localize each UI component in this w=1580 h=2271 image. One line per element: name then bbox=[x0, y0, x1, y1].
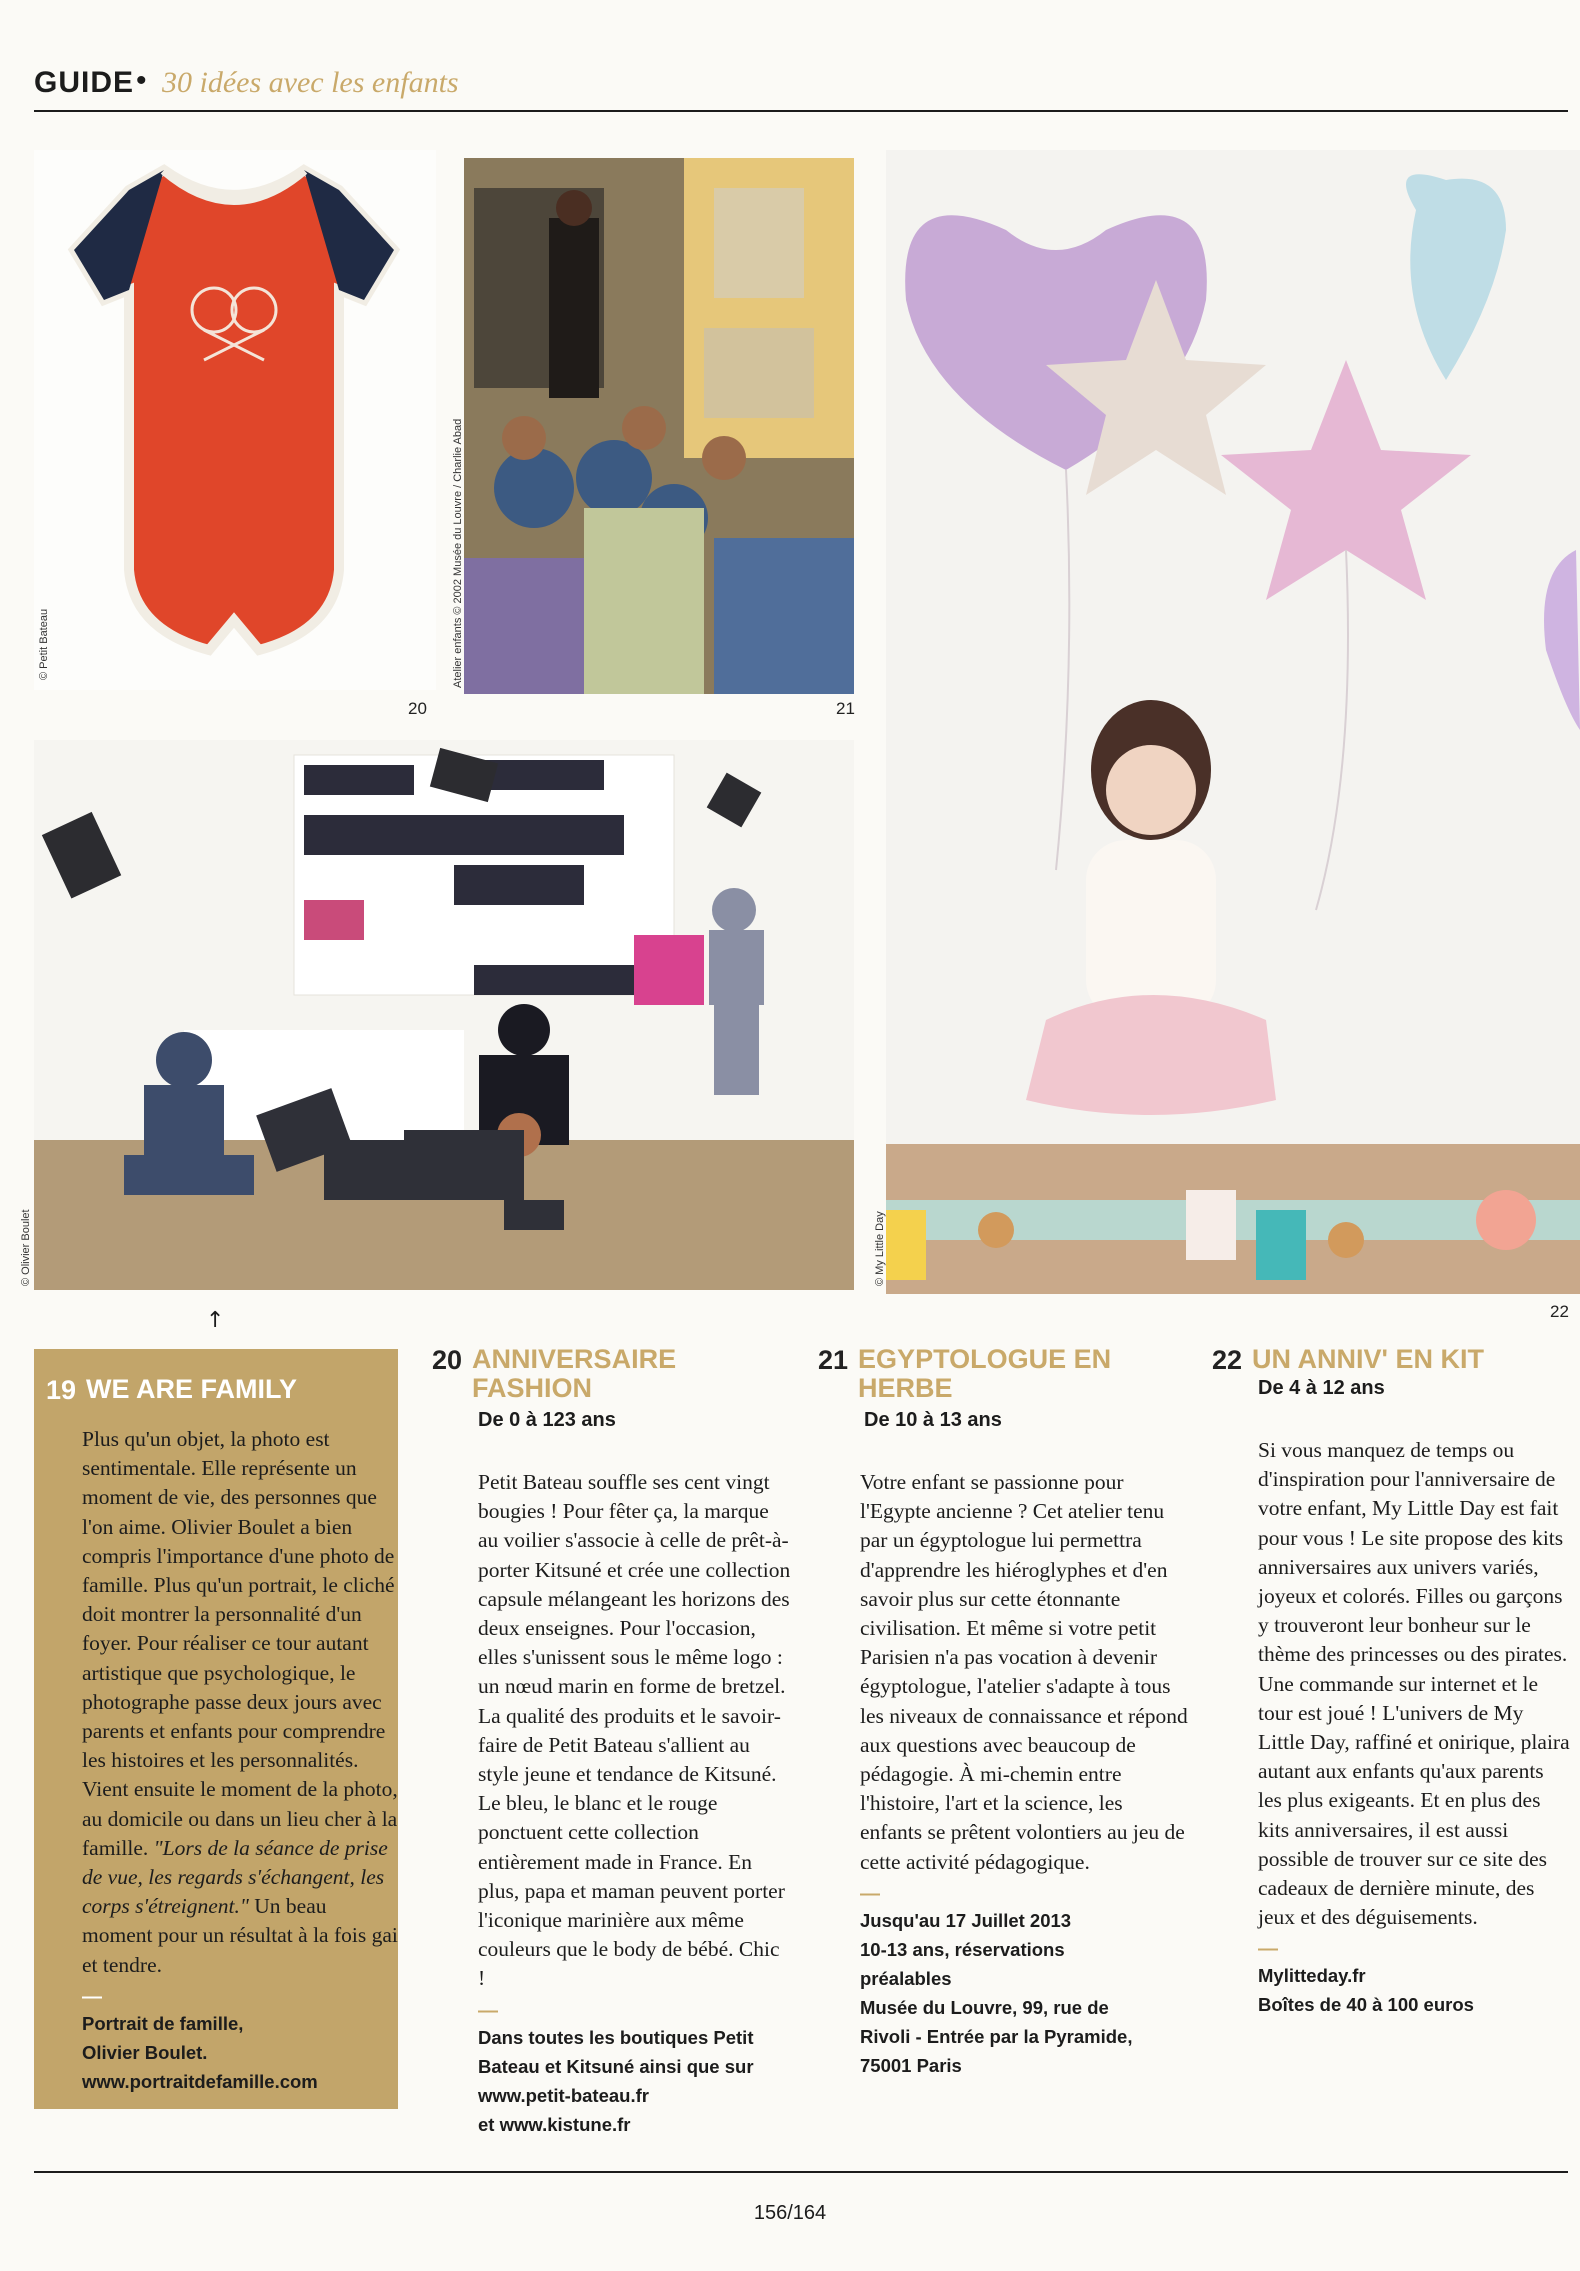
section-label: GUIDE bbox=[34, 66, 135, 99]
item-number: 22 bbox=[1212, 1345, 1243, 1375]
foot-line: Bateau et Kitsuné ainsi que sur bbox=[478, 2055, 754, 2077]
item-19-quote: "Lors de la séance de prise de vue, les regards s'échangent, les corps s'étreignent." bbox=[82, 1835, 388, 1919]
photo-credit-22: © My Little Day bbox=[874, 1211, 886, 1286]
foot-line: Olivier Boulet. bbox=[82, 2041, 208, 2063]
website-link[interactable]: www.petit-bateau.fr bbox=[478, 2084, 649, 2106]
item-number: 19 bbox=[46, 1375, 77, 1405]
photo-party-kit bbox=[886, 150, 1580, 1294]
foot-line: 10-13 ans, réservations bbox=[860, 1938, 1065, 1960]
item-age: De 4 à 12 ans bbox=[1258, 1377, 1385, 1399]
item-22-header bbox=[1212, 1345, 1570, 1375]
item-19-text bbox=[82, 1425, 402, 1980]
section-subtitle: 30 idées avec les enfants bbox=[162, 66, 459, 99]
item-19-header bbox=[46, 1375, 402, 1405]
item-21-dash: — bbox=[860, 1882, 880, 1905]
item-21-footer bbox=[818, 1906, 1188, 2080]
photo-credit-21: Atelier enfants © 2002 Musée du Louvre / Charlie Abad bbox=[452, 418, 464, 688]
item-20-header bbox=[432, 1345, 792, 1403]
item-19-dash: — bbox=[82, 1985, 102, 2008]
photo-number-22: 22 bbox=[1550, 1302, 1569, 1321]
foot-line: Musée du Louvre, 99, rue de bbox=[860, 1996, 1109, 2018]
item-22-body: Si vous manquez de temps ou d'inspiration pour l'anniversaire de votre enfant, My Little Day est fait pour vous ! Le site propose des kits anniversaires aux univers variés, joyeux et colorés. Filles ou garçons y trouveront leur bonheur sur le thème des princesses ou des pirates. Une commande sur internet et le tour est joué ! L'univers de My Little Day, raffiné et onirique, plaira autant aux enfants qu'aux parents les plus exigeants. Et en plus des kits anniversaires, il est aussi possible de trouver sur ce site des cadeaux de dernière minute, des jeux et des déguisements. bbox=[1258, 1438, 1570, 1930]
item-19-content bbox=[46, 1374, 402, 2096]
photo-number-21: 21 bbox=[836, 699, 855, 718]
onesie-illustration bbox=[34, 150, 436, 690]
photo-museum-workshop bbox=[464, 158, 854, 694]
website-link[interactable]: www.portraitdefamille.com bbox=[82, 2070, 318, 2092]
item-title: ANNIVERSAIRE FASHION bbox=[472, 1344, 677, 1403]
item-20-footer bbox=[432, 2023, 792, 2139]
item-22-footer bbox=[1212, 1961, 1570, 2019]
item-19-body: Plus qu'un objet, la photo est sentimentale. Elle représente un moment de vie, des personnes que l'on aime. Olivier Boulet a bien compris l'importance d'une photo de famille. Plus qu'un portrait, le cliché doit montrer la personnalité d'un foyer. Pour réaliser ce tour autant artistique que psychologique, le photographe passe deux jours avec parents et enfants pour comprendre les histoires et les personnalités. Vient ensuite le moment de la photo, au domicile ou dans un lieu cher à la famille. bbox=[82, 1427, 398, 1860]
page-header bbox=[34, 58, 1564, 110]
footer-rule bbox=[34, 2171, 1568, 2173]
arrow-up-icon: ↑ bbox=[206, 1308, 225, 1333]
photo-onesie bbox=[34, 150, 436, 690]
item-title: EGYPTOLOGUE EN HERBE bbox=[858, 1344, 1112, 1403]
item-20 bbox=[432, 1345, 792, 2139]
photo-family-books bbox=[34, 740, 854, 1290]
header-separator: • bbox=[136, 64, 147, 97]
foot-line: Boîtes de 40 à 100 euros bbox=[1258, 1994, 1474, 2016]
item-19-footer bbox=[82, 2009, 402, 2096]
item-title: WE ARE FAMILY bbox=[86, 1374, 298, 1404]
family-illustration bbox=[34, 740, 854, 1290]
foot-line: Dans toutes les boutiques Petit bbox=[478, 2026, 754, 2048]
item-age: De 0 à 123 ans bbox=[478, 1409, 616, 1431]
party-illustration bbox=[886, 150, 1580, 1294]
item-number: 20 bbox=[432, 1345, 463, 1375]
website-link[interactable]: et www.kistune.fr bbox=[478, 2113, 631, 2135]
foot-line: Jusqu'au 17 Juillet 2013 bbox=[860, 1909, 1072, 1931]
item-22 bbox=[1212, 1345, 1570, 2019]
photo-credit-19: © Olivier Boulet bbox=[20, 1209, 32, 1286]
item-20-body: Petit Bateau souffle ses cent vingt bougies ! Pour fêter ça, la marque au voilier s'associe à celle de prêt-à-porter Kitsuné et crée une collection capsule mélangeant les horizons des deux enseignes. Pour l'occasion, elles s'unissent sous le même logo : un nœud marin en forme de bretzel. La qualité des produits et le savoir-faire de Petit Bateau s'allient au style jeune et tendance de Kitsuné. Le bleu, le blanc et le rouge ponctuent cette collection entièrement made in France. En plus, papa et maman peuvent porter l'iconique marinière aux même couleurs que le body de bébé. Chic ! bbox=[478, 1470, 791, 1991]
item-21 bbox=[818, 1345, 1188, 2080]
photo-number-20: 20 bbox=[408, 699, 427, 718]
foot-line: Portrait de famille, bbox=[82, 2012, 244, 2034]
item-22-dash: — bbox=[1258, 1938, 1278, 1961]
header-rule bbox=[34, 110, 1568, 112]
foot-line: 75001 Paris bbox=[860, 2054, 962, 2076]
item-21-header bbox=[818, 1345, 1188, 1403]
item-20-dash: — bbox=[478, 1999, 498, 2022]
item-number: 21 bbox=[818, 1345, 849, 1375]
item-21-body: Votre enfant se passionne pour l'Egypte ancienne ? Cet atelier tenu par un égyptologue lui permettra d'apprendre les hiéroglyphes et d'en savoir plus sur cette étonnante civilisation. Et même si votre petit Parisien n'a pas vocation à devenir égyptologue, l'atelier s'adapte à tous les niveaux de connaissance et répond aux questions avec beaucoup de pédagogie. À mi-chemin entre l'histoire, l'art et la science, les enfants se prêtent volontiers au jeu de cette activité pédagogique. bbox=[860, 1470, 1188, 1874]
item-19-box bbox=[34, 1349, 398, 2109]
photo-credit-20: © Petit Bateau bbox=[38, 608, 50, 680]
website-link[interactable]: Mylitteday.fr bbox=[1258, 1965, 1366, 1987]
foot-line: préalables bbox=[860, 1967, 952, 1989]
item-19-body-end: Un beau moment pour un résultat à la fois gai et tendre. bbox=[82, 1894, 398, 1977]
item-age: De 10 à 13 ans bbox=[864, 1409, 1002, 1431]
museum-illustration bbox=[464, 158, 854, 694]
page-number: 156/164 bbox=[753, 2202, 827, 2224]
foot-line: Rivoli - Entrée par la Pyramide, bbox=[860, 2025, 1133, 2047]
item-title: UN ANNIV' EN KIT bbox=[1252, 1344, 1484, 1374]
